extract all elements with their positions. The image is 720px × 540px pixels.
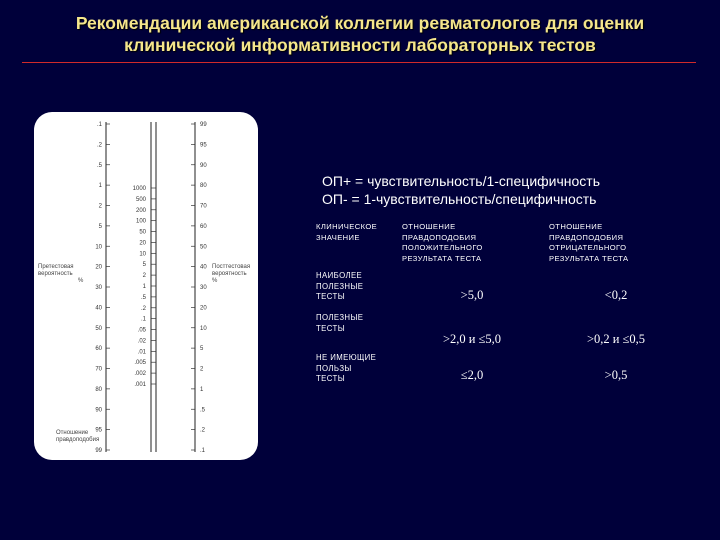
middle-tick-label: 10 [139, 251, 146, 258]
middle-tick-label: 5 [142, 262, 146, 269]
middle-tick-label: 500 [135, 196, 146, 203]
middle-tick-label: .5 [140, 294, 146, 301]
middle-tick-label: 50 [139, 229, 146, 236]
row-2-category: ПОЛЕЗНЫЕ ТЕСТЫ [316, 313, 364, 333]
middle-tick-label: 2 [142, 273, 146, 280]
header-positive-lr: ОТНОШЕНИЕ ПРАВДОПОДОБИЯ ПОЛОЖИТЕЛЬНОГО РЕЗУЛЬТАТА ТЕСТА [402, 222, 483, 263]
left-tick-label: 70 [95, 366, 102, 373]
right-tick-label: 90 [200, 162, 207, 169]
right-tick-label: 20 [200, 305, 207, 312]
right-tick-label: 80 [200, 183, 207, 190]
left-tick-label: 1 [98, 183, 102, 190]
slide-title [20, 12, 700, 56]
row-1-negative-lr: <0,2 [604, 288, 628, 302]
left-tick-label: 20 [95, 264, 102, 271]
formula-positive: ОП+ = чувствительность/1-специфичность [322, 173, 600, 189]
left-tick-label: 80 [95, 386, 102, 393]
row-3-positive-lr: ≤2,0 [460, 368, 484, 382]
right-tick-label: 50 [200, 244, 207, 251]
middle-tick-label: .001 [134, 382, 146, 388]
slide-title-line-1: Рекомендации американской коллегии ревматологов для оценки [75, 13, 645, 33]
middle-tick-label: 1 [142, 284, 146, 290]
middle-tick-label: .05 [137, 327, 146, 334]
right-tick-label: 2 [200, 366, 204, 373]
right-tick-label: 99 [200, 122, 207, 128]
middle-tick-label: 1000 [132, 186, 146, 192]
middle-tick-label: .005 [134, 360, 146, 367]
header-negative-lr: ОТНОШЕНИЕ ПРАВДОПОДОБИЯ ОТРИЦАТЕЛЬНОГО РЕЗУЛЬТАТА ТЕСТА [549, 222, 629, 263]
likelihood-formulas [322, 172, 600, 208]
right-tick-label: 5 [200, 346, 204, 353]
right-tick-label: 60 [200, 223, 207, 230]
row-2-positive-lr: >2,0 и ≤5,0 [442, 332, 502, 346]
right-tick-label: 10 [200, 325, 207, 332]
left-axis-label: Претестовая вероятность % [38, 264, 84, 284]
row-1-category: НАИБОЛЕЕ ПОЛЕЗНЫЕ ТЕСТЫ [316, 271, 364, 301]
left-tick-label: 90 [95, 407, 102, 414]
left-tick-label: 2 [98, 203, 102, 210]
middle-tick-label: 200 [135, 207, 146, 214]
middle-tick-label: .1 [140, 316, 146, 323]
left-tick-label: .2 [96, 142, 102, 149]
left-tick-label: 50 [95, 325, 102, 332]
left-tick-label: .5 [96, 162, 102, 169]
right-tick-label: 40 [200, 264, 207, 271]
right-axis-label: Посттестовая вероятность % [212, 264, 251, 284]
left-tick-label: .1 [96, 122, 102, 128]
middle-tick-label: .002 [134, 371, 146, 378]
title-divider [22, 62, 696, 63]
formula-negative: ОП- = 1-чувствительность/специфичность [322, 191, 597, 207]
left-tick-label: 99 [95, 448, 102, 454]
middle-tick-label: .2 [140, 305, 146, 312]
left-tick-label: 30 [95, 285, 102, 291]
left-tick-label: 10 [95, 244, 102, 251]
right-tick-label: 70 [200, 203, 207, 210]
right-tick-label: .1 [200, 448, 206, 454]
fagan-nomogram [34, 112, 258, 460]
header-clinical-value: КЛИНИЧЕСКОЕ ЗНАЧЕНИЕ [316, 222, 378, 242]
slide-title-line-2: клинической информативности лабораторных тестов [124, 35, 596, 55]
left-tick-label: 60 [95, 346, 102, 353]
nomogram-graphic [34, 112, 258, 460]
middle-tick-label: .02 [137, 338, 146, 345]
right-tick-label: 1 [200, 386, 204, 393]
right-tick-label: .5 [200, 407, 206, 414]
row-3-negative-lr: >0,5 [604, 368, 628, 382]
middle-tick-label: 100 [135, 218, 146, 225]
right-tick-label: 30 [200, 285, 207, 291]
left-tick-label: 40 [95, 305, 102, 312]
middle-tick-label: 20 [139, 240, 146, 247]
bottom-axis-label: Отношение правдоподобия [56, 430, 100, 443]
right-tick-label: 95 [200, 142, 207, 149]
middle-tick-label: .01 [137, 349, 146, 356]
left-tick-label: 95 [95, 427, 102, 434]
left-tick-label: 5 [98, 223, 102, 230]
row-2-negative-lr: >0,2 и ≤0,5 [586, 332, 646, 346]
row-3-category: НЕ ИМЕЮЩИЕ ПОЛЬЗЫ ТЕСТЫ [316, 353, 377, 383]
right-tick-label: .2 [200, 427, 206, 434]
row-1-positive-lr: >5,0 [460, 288, 484, 302]
